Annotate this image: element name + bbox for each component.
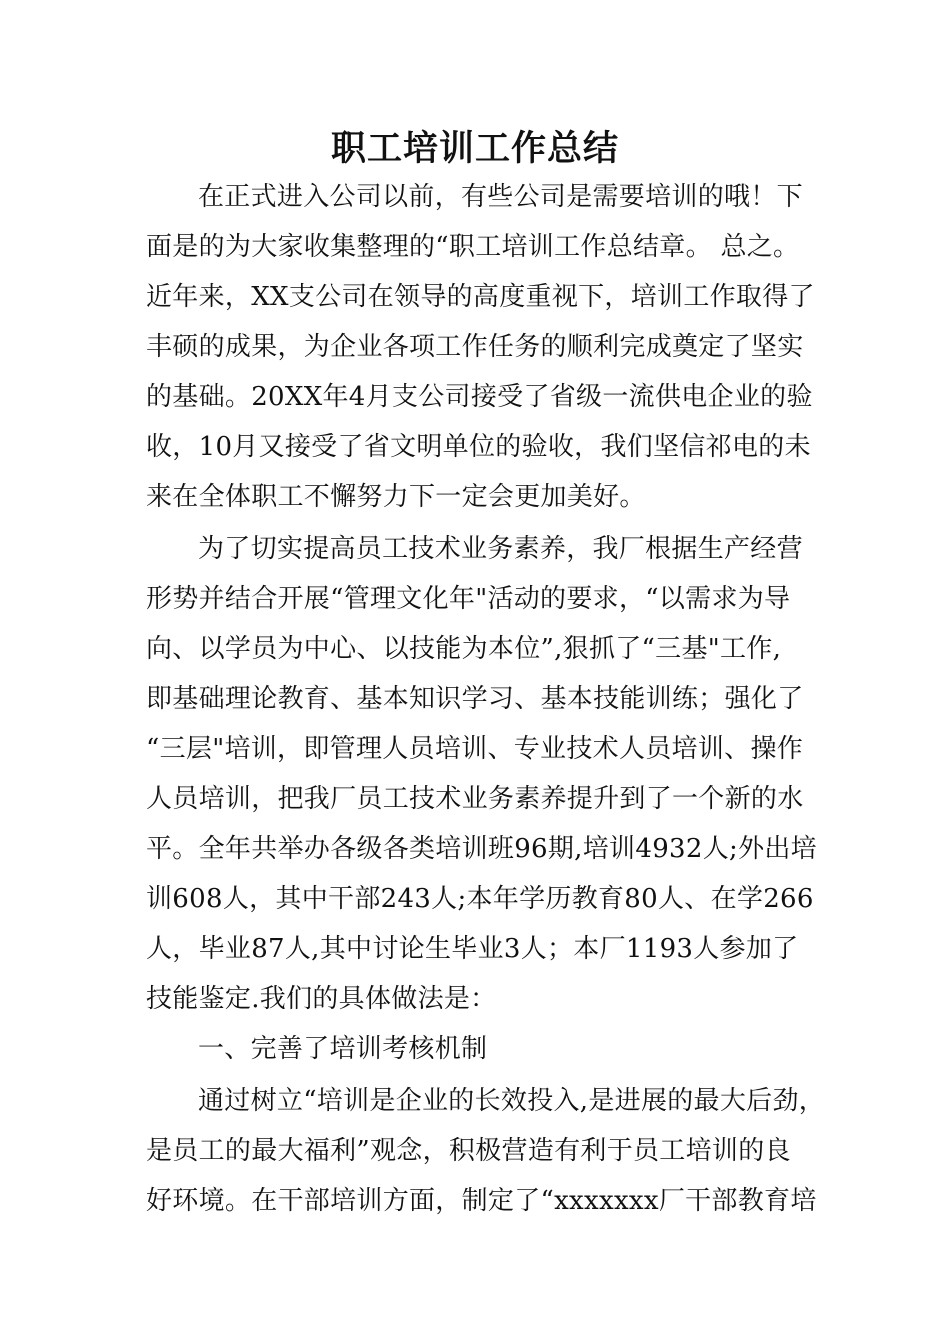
- paragraph-line-7: 来在全体职工不懈努力下一定会更加美好。: [146, 482, 646, 512]
- document-title: 职工培训工作总结: [330, 128, 619, 169]
- paragraph-line-13: 人员培训，把我厂员工技术业务素养提升到了一个新的水: [146, 784, 804, 814]
- paragraph-line-5: 的基础。20XX年4月支公司接受了省级一流供电企业的验: [146, 382, 813, 412]
- paragraph-line-10: 向、以学员为中心、以技能为本位”,狠抓了“三基"工作,: [146, 634, 782, 664]
- paragraph-line-11: 即基础理论教育、基本知识学习、基本技能训练；强化了: [146, 684, 804, 714]
- paragraph-line-16: 人，毕业87人,其中讨论生毕业3人；本厂1193人参加了: [146, 934, 799, 964]
- paragraph-line-2: 面是的为大家收集整理的“职工培训工作总结章。 总之。: [146, 232, 800, 262]
- paragraph-line-19: 是员工的最大福利”观念，积极营造有利于员工培训的良: [146, 1136, 791, 1166]
- paragraph-line-20: 好环境。在干部培训方面，制定了“xxxxxxx厂干部教育培: [146, 1186, 817, 1216]
- paragraph-line-6: 收，10月又接受了省文明单位的验收，我们坚信祁电的未: [146, 432, 811, 462]
- paragraph-line-14: 平。全年共举办各级各类培训班96期,培训4932人;外出培: [146, 834, 817, 864]
- paragraph-line-8: 为了切实提高员工技术业务素养，我厂根据生产经营: [198, 534, 803, 564]
- paragraph-line-15: 训608人，其中干部243人;本年学历教育80人、在学266: [146, 884, 814, 914]
- paragraph-line-4: 丰硕的成果，为企业各项工作任务的顺利完成奠定了坚实: [146, 332, 804, 362]
- paragraph-line-12: “三层"培训，即管理人员培训、专业技术人员培训、操作: [146, 734, 804, 764]
- paragraph-line-18: 通过树立“培训是企业的长效投入,是进展的最大后劲，: [198, 1086, 826, 1116]
- paragraph-line-3: 近年来，XX支公司在领导的高度重视下，培训工作取得了: [146, 282, 815, 312]
- paragraph-line-1: 在正式进入公司以前，有些公司是需要培训的哦！下: [198, 182, 803, 212]
- section-heading: 一、完善了培训考核机制: [198, 1034, 488, 1064]
- paragraph-line-9: 形势并结合开展“管理文化年"活动的要求，“以需求为导: [146, 584, 791, 614]
- paragraph-line-17: 技能鉴定.我们的具体做法是：: [146, 984, 497, 1014]
